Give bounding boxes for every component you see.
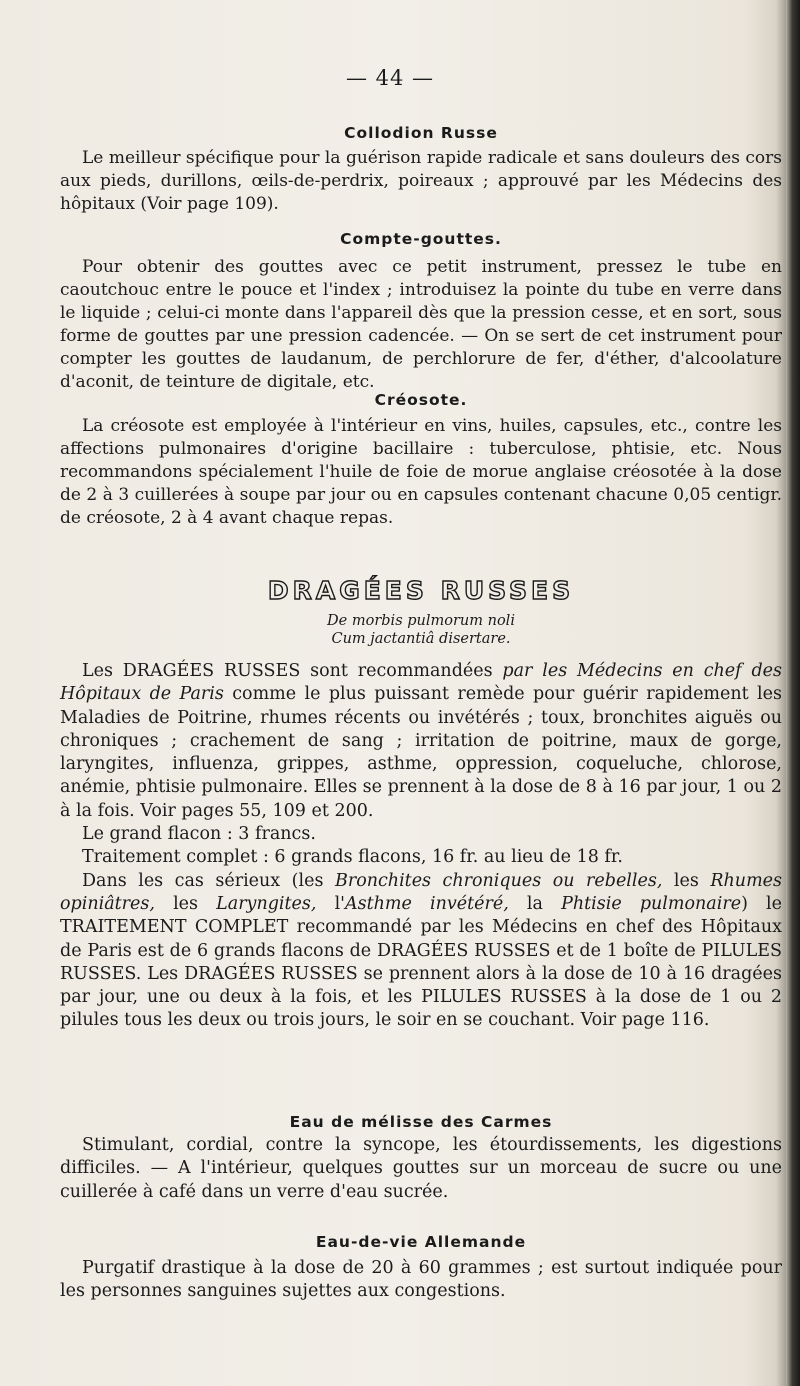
text-run: ) le TRAITEMENT COMPLET recommandé par les Médecins en chef des Hôpitaux de Paris est de 6 grands flacons de DRAGÉES RUSSES et de 1 boîte de PILULES RUSSES. Les DRAGÉES RUSSES se prennent alors à la dose de 10 à 16 dragées par jour, une ou deux à la fois, et les PILULES RUSSES à la dose de 1 ou 2 pilules tous les deux ou trois jours, le soir en se couchant. Voir page 116.	[60, 893, 782, 1031]
motto-line-2: Cum jactantiâ disertare.	[331, 631, 511, 647]
section-compte-gouttes	[60, 256, 782, 394]
text-run: les	[154, 893, 217, 914]
section-collodion	[60, 147, 782, 216]
text-run: l'	[316, 893, 345, 914]
text-run-italic: Phtisie pulmonaire	[561, 893, 742, 914]
dragees-paragraph-1	[60, 660, 782, 823]
heading-creosote: Créosote.	[374, 391, 468, 409]
page-edge-shadow	[786, 0, 800, 1386]
motto-line-1: De morbis pulmorum noli	[327, 613, 515, 629]
section-dragees	[60, 660, 782, 1033]
text-run-italic: Rhumes opiniâtres,	[60, 870, 783, 914]
text-run: Les DRAGÉES RUSSES sont recommandées	[82, 661, 503, 681]
eau-de-vie-text: Purgatif drastique à la dose de 20 à 60 grammes ; est surtout indiquée pour les personnes sanguines sujettes aux congestions.	[60, 1258, 782, 1302]
dragees-treatment: Traitement complet : 6 grands flacons, 16 fr. au lieu de 18 fr.	[82, 847, 623, 868]
dragees-paragraph-serious	[60, 870, 782, 1033]
text-run-italic: par les Médecins en chef des Hôpitaux de Paris	[60, 661, 782, 705]
heading-collodion: Collodion Russe	[344, 124, 498, 142]
creosote-text: La créosote est employée à l'intérieur en vins, huiles, capsules, etc., contre les affections pulmonaires d'origine bacillaire : tuberculose, phtisie, etc. Nous recommandons spécialement l'huile de foie de morue anglaise créosotée à la dose de 2 à 3 cuillerées à soupe par jour ou en capsules contenant chacune 0,05 centigr. de créosote, 2 à 4 avant chaque repas.	[60, 416, 782, 528]
heading-melisse: Eau de mélisse des Carmes	[289, 1113, 553, 1131]
text-run-italic: Bronchites chroniques ou rebelles,	[334, 870, 663, 891]
heading-dragees-russes: DRAGÉES RUSSES	[267, 576, 575, 605]
text-run-italic: Asthme invétéré,	[345, 893, 509, 914]
section-creosote	[60, 415, 782, 530]
heading-eau-de-vie: Eau-de-vie Allemande	[315, 1233, 527, 1251]
text-run: les	[662, 870, 711, 891]
section-melisse	[60, 1134, 782, 1204]
motto	[60, 612, 782, 648]
text-run: comme le plus puissant remède pour guérir rapidement les Maladies de Poitrine, rhumes récents ou invétérés ; toux, bronchites aiguës ou chroniques ; crachement de sang ; irritation de poitrine, maux de gorge, laryngites, influenza, grippes, asthme, oppression, coqueluche, chlorose, anémie, phtisie pulmonaire. Elles se prennent à la dose de 8 à 16 par jour, 1 ou 2 à la fois. Voir pages 55, 109 et 200.	[60, 684, 782, 821]
compte-gouttes-text: Pour obtenir des gouttes avec ce petit instrument, pressez le tube en caoutchouc entre le pouce et l'index ; introduisez la pointe du tube en verre dans le liquide ; celui-ci monte dans l'appareil dès que la pression cesse, et en sort, sous forme de gouttes par une pression cadencée. — On se sert de cet instrument pour compter les gouttes de laudanum, de perchlorure de fer, d'éther, d'alcoolature d'aconit, de teinture de digitale, etc.	[60, 257, 782, 392]
dragees-price: Le grand flacon : 3 francs.	[82, 824, 316, 845]
text-run: Dans les cas sérieux (les	[82, 870, 335, 891]
page-number: — 44 —	[345, 66, 435, 90]
collodion-text: Le meilleur spécifique pour la guérison rapide radicale et sans douleurs des cors aux pieds, durillons, œils-de-perdrix, poireaux ; approuvé par les Médecins des hôpitaux (Voir page 109).	[60, 148, 782, 214]
text-run-italic: Laryngites,	[216, 893, 317, 914]
text-run: la	[508, 893, 562, 914]
heading-compte-gouttes: Compte-gouttes.	[340, 230, 502, 248]
section-eau-de-vie	[60, 1257, 782, 1304]
melisse-text: Stimulant, cordial, contre la syncope, les étourdissements, les digestions difficiles. — A l'intérieur, quelques gouttes sur un morceau de sucre ou une cuillerée à café dans un verre d'eau sucrée.	[60, 1135, 782, 1202]
